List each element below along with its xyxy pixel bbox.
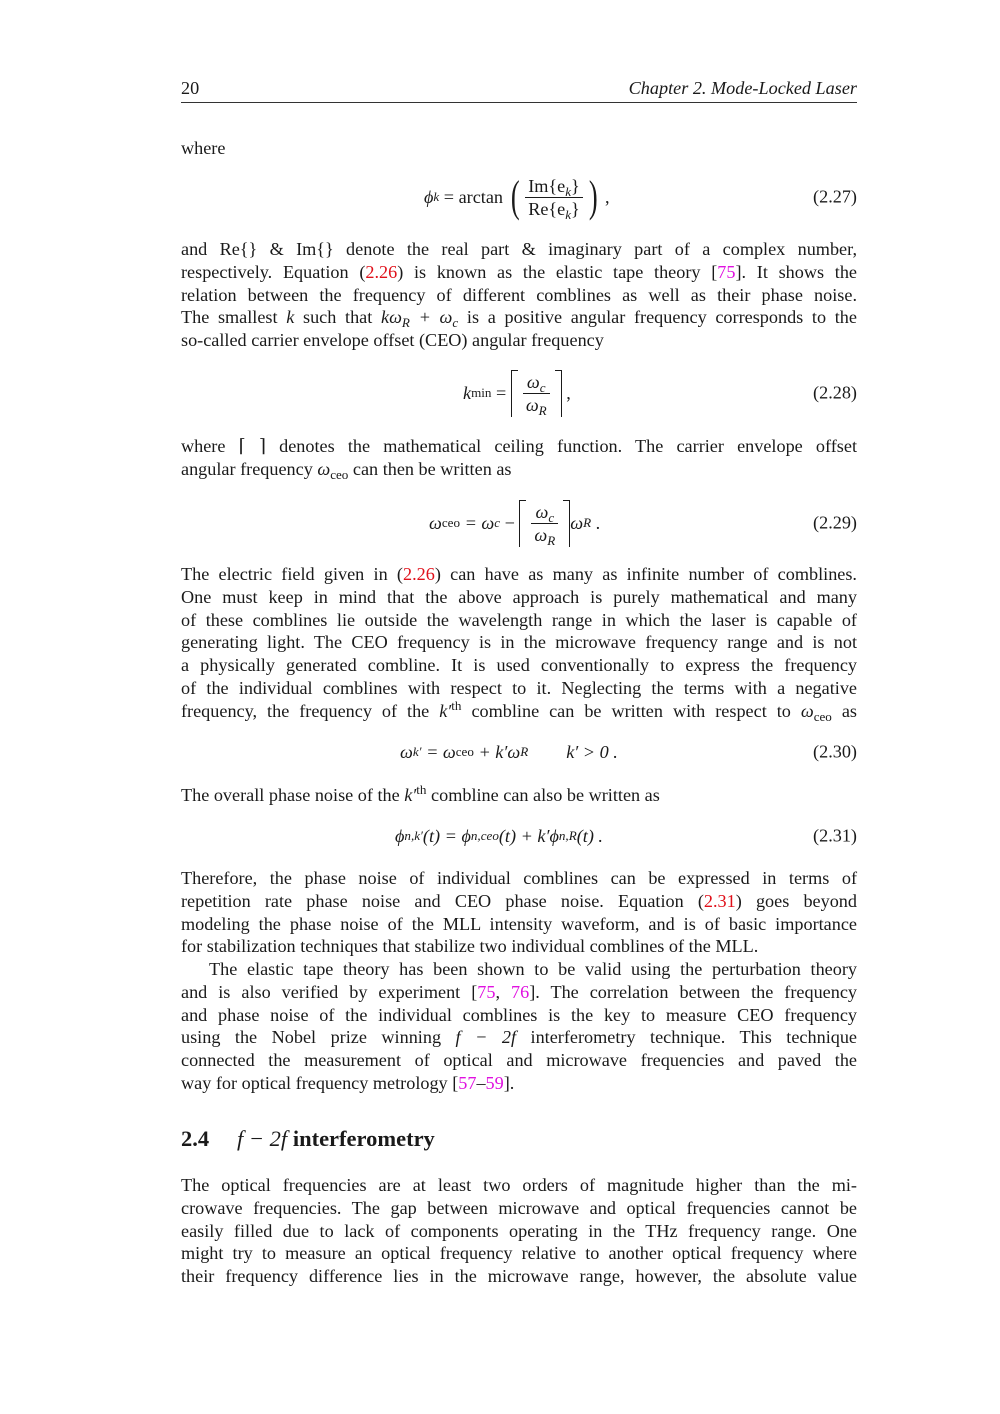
ceiling-right-symbol [563,500,570,547]
equation-2-27: ϕ k = arctan ( $\frac{Im\{e_k\}}{Re\{e_k\}}$ ) , (2.27) [424,172,857,222]
equation-number: (2.30) [813,741,857,762]
paragraph-optical-frequencies: The optical frequencies are at least two orders of magnitude higher than the mi- crowave frequencies. The gap between microwave and optical frequencies cannot be easily filled due to lack of components operating in the THz frequency range. One might try to measure an optical frequency relative to another optical frequency where their frequency difference lies in the microwave range, however, the absolute value [181,1175,857,1287]
fraction: $\frac{\omega_c}{\omega_R}$ [523,371,550,416]
document-page [181,0,857,1414]
section-number: 2.4 [181,1126,210,1151]
paragraph-ceiling: where ⌈ ⌉ denotes the mathematical ceiling function. The carrier envelope offset angular frequency $\omega_{ceo}$ can then be written as [181,436,857,482]
equation-2-30: ω k′ = ω ceo + k′ω R k′ > 0 . (2.30) [400,741,857,762]
equation-number: (2.28) [813,382,857,403]
paragraph-elastic-valid: The elastic tape theory has been shown to be valid using the perturbation theory and is also verified by experiment [75, 76]. The correlation between the frequency and phase noise of the individual comblines is the key to measure CEO frequency using the Nobel prize winning f − 2f interferometry technique. This technique connected the measurement of optical and microwave frequencies and paved the way for optical frequency metrology [57–59]. [181,959,858,1093]
equation-number: (2.27) [813,186,857,207]
equation-2-28: k min = $\frac{\omega_c}{\omega_R}$ , (2.28) [463,371,857,418]
citation-link[interactable]: 75 [717,261,736,282]
equation-2-29: ω ceo = ω c − $\frac{\omega_c}{\omega_R}$ ω R . (2.29) [429,501,857,548]
equation-ref-link[interactable]: 2.26 [403,564,435,584]
paragraph-therefore: Therefore, the phase noise of individual comblines can be expressed in terms of repetition rate phase noise and CEO phase noise. Equation (2.31) goes beyond modeling the phase noise of the MLL intensity waveform, and is of basic importance for stabilization techniques that stabilize two individual comblines of the MLL. [181,868,857,957]
equation-ref-link[interactable]: 2.31 [703,890,736,911]
section-heading [181,1126,435,1152]
section-math: f − 2f [237,1126,288,1151]
section-title: interferometry [287,1126,435,1151]
citation-link[interactable]: 57 [458,1072,477,1093]
equation-number: (2.29) [813,512,857,533]
ceiling-left-symbol [519,500,526,547]
citation-link[interactable]: 59 [485,1072,504,1093]
fraction: $\frac{Im\{e_k\}}{Re\{e_k\}}$ [525,175,583,220]
citation-link[interactable]: 76 [511,981,530,1002]
equation-ref-link[interactable]: 2.26 [365,261,398,282]
paragraph-where-1: where [181,138,226,158]
right-paren-symbol: ) [588,172,598,221]
page-number: 20 [181,78,200,98]
ceiling-left-symbol [511,370,518,417]
fraction: $\frac{\omega_c}{\omega_R}$ [531,501,558,546]
equation-number: (2.31) [813,825,857,846]
paragraph-elastic-tape: and Re{} & Im{} denote the real part & imaginary part of a complex number, respectively. Equation (2.26) is known as the elastic tape theory [75]. It shows the relation between the frequency of different comblines as well as their phase noise. The smallest k such that $k\omega_R + \omega_c$ is a positive angular frequency corresponds to the so-called carrier envelope offset (CEO) angular frequency [181,239,858,351]
ceiling-right-symbol [555,370,562,417]
paragraph-overall-phase: The overall phase noise of the $k'^{th}$ combline can also be written as [181,781,660,805]
left-paren-symbol: ( [510,172,520,221]
running-header [181,78,857,103]
chapter-title: Chapter 2. Mode-Locked Laser [628,78,857,98]
citation-link[interactable]: 75 [477,981,496,1002]
equation-2-31: ϕ n,k′ (t) = ϕ n,ceo (t) + k′ϕ n,R (t) . (2.31) [395,825,857,846]
paragraph-electric-field: The electric field given in (2.26) can have as many as infinite number of comblines. One must keep in mind that the above approach is purely mathematical and many of these comblines lie outside the wavelength range in which the laser is capable of generating light. The CEO frequency is in the microwave frequency range and is not a physically generated combline. It is used conventionally to express the frequency of the individual comblines with respect to it. Neglecting the terms with a negative frequency, the frequency of the $k'^{th}$ combline can be written with respect to $\omega_{ceo}$ as [181,564,857,724]
